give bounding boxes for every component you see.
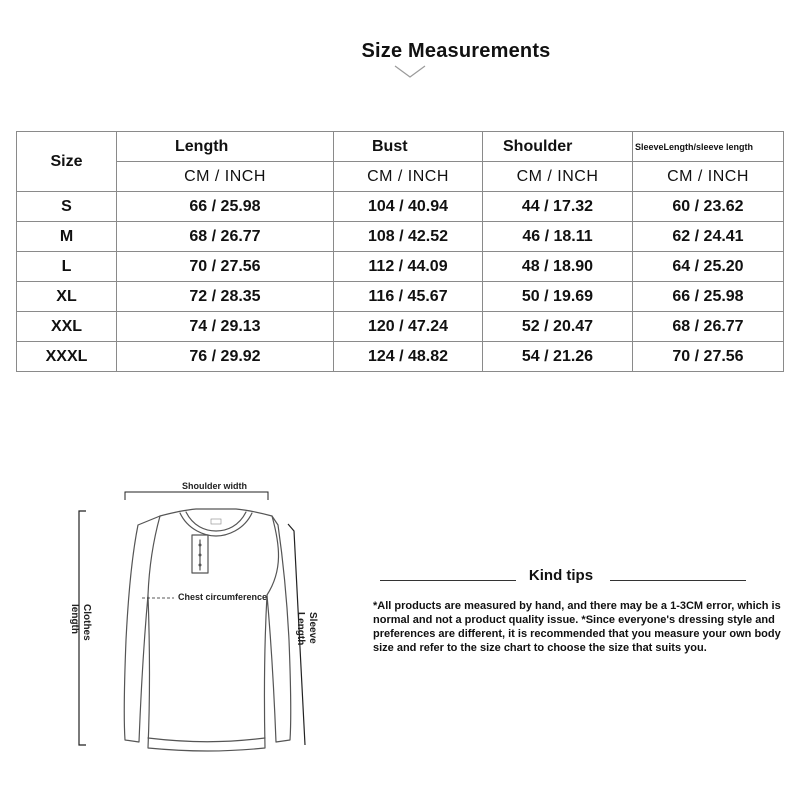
unit-label: CM / INCH — [483, 162, 633, 192]
shoulder-width-indicator — [125, 492, 268, 500]
value-cell: 66 / 25.98 — [117, 192, 334, 222]
value-cell: 108 / 42.52 — [334, 222, 483, 252]
value-cell: 60 / 23.62 — [633, 192, 784, 222]
chest-label: Chest circumference — [178, 592, 268, 602]
tips-title: Kind tips — [528, 567, 594, 584]
col-header-bust: Bust — [334, 132, 483, 162]
value-cell: 70 / 27.56 — [633, 342, 784, 372]
value-cell: 74 / 29.13 — [117, 312, 334, 342]
value-cell: 116 / 45.67 — [334, 282, 483, 312]
value-cell: 70 / 27.56 — [117, 252, 334, 282]
unit-label: CM / INCH — [633, 162, 784, 192]
sleeve-length-text — [288, 608, 318, 668]
unit-label: CM / INCH — [334, 162, 483, 192]
value-cell: 46 / 18.11 — [483, 222, 633, 252]
svg-text:Length: Length — [295, 612, 306, 646]
shoulder-width-label: Shoulder width — [182, 481, 247, 491]
clothes-length-text — [60, 600, 100, 660]
value-cell: 48 / 18.90 — [483, 252, 633, 282]
col-header-length: Length — [117, 132, 334, 162]
value-cell: 54 / 21.26 — [483, 342, 633, 372]
value-cell: 124 / 48.82 — [334, 342, 483, 372]
value-cell: 112 / 44.09 — [334, 252, 483, 282]
unit-label: CM / INCH — [117, 162, 334, 192]
size-cell: XXL — [17, 312, 117, 342]
tips-divider-left — [380, 580, 516, 581]
col-header-shoulder: Shoulder — [483, 132, 633, 162]
value-cell: 104 / 40.94 — [334, 192, 483, 222]
value-cell: 66 / 25.98 — [633, 282, 784, 312]
value-cell: 120 / 47.24 — [334, 312, 483, 342]
svg-text:length: length — [69, 604, 80, 634]
value-cell: 68 / 26.77 — [633, 312, 784, 342]
svg-text:Sleeve: Sleeve — [307, 612, 318, 644]
value-cell: 68 / 26.77 — [117, 222, 334, 252]
value-cell: 64 / 25.20 — [633, 252, 784, 282]
tips-text: *All products are measured by hand, and there may be a 1-3CM error, which is normal and not a product quality issue. *Since everyone's dressing style and preferences are different, it is recommended that you measure your own body size and refer to the size chart to choose the size that suits you. — [373, 600, 781, 654]
svg-text:Clothes: Clothes — [81, 604, 92, 641]
col-header-sleeve: SleeveLength/sleeve length — [633, 132, 784, 162]
value-cell: 62 / 24.41 — [633, 222, 784, 252]
value-cell: 52 / 20.47 — [483, 312, 633, 342]
value-cell: 50 / 19.69 — [483, 282, 633, 312]
size-cell: S — [17, 192, 117, 222]
tips-divider-right — [610, 580, 746, 581]
value-cell: 44 / 17.32 — [483, 192, 633, 222]
value-cell: 72 / 28.35 — [117, 282, 334, 312]
size-cell: L — [17, 252, 117, 282]
size-cell: XL — [17, 282, 117, 312]
size-header: Size — [17, 132, 117, 192]
value-cell: 76 / 29.92 — [117, 342, 334, 372]
size-cell: XXXL — [17, 342, 117, 372]
size-cell: M — [17, 222, 117, 252]
page-title: Size Measurements — [361, 40, 551, 62]
